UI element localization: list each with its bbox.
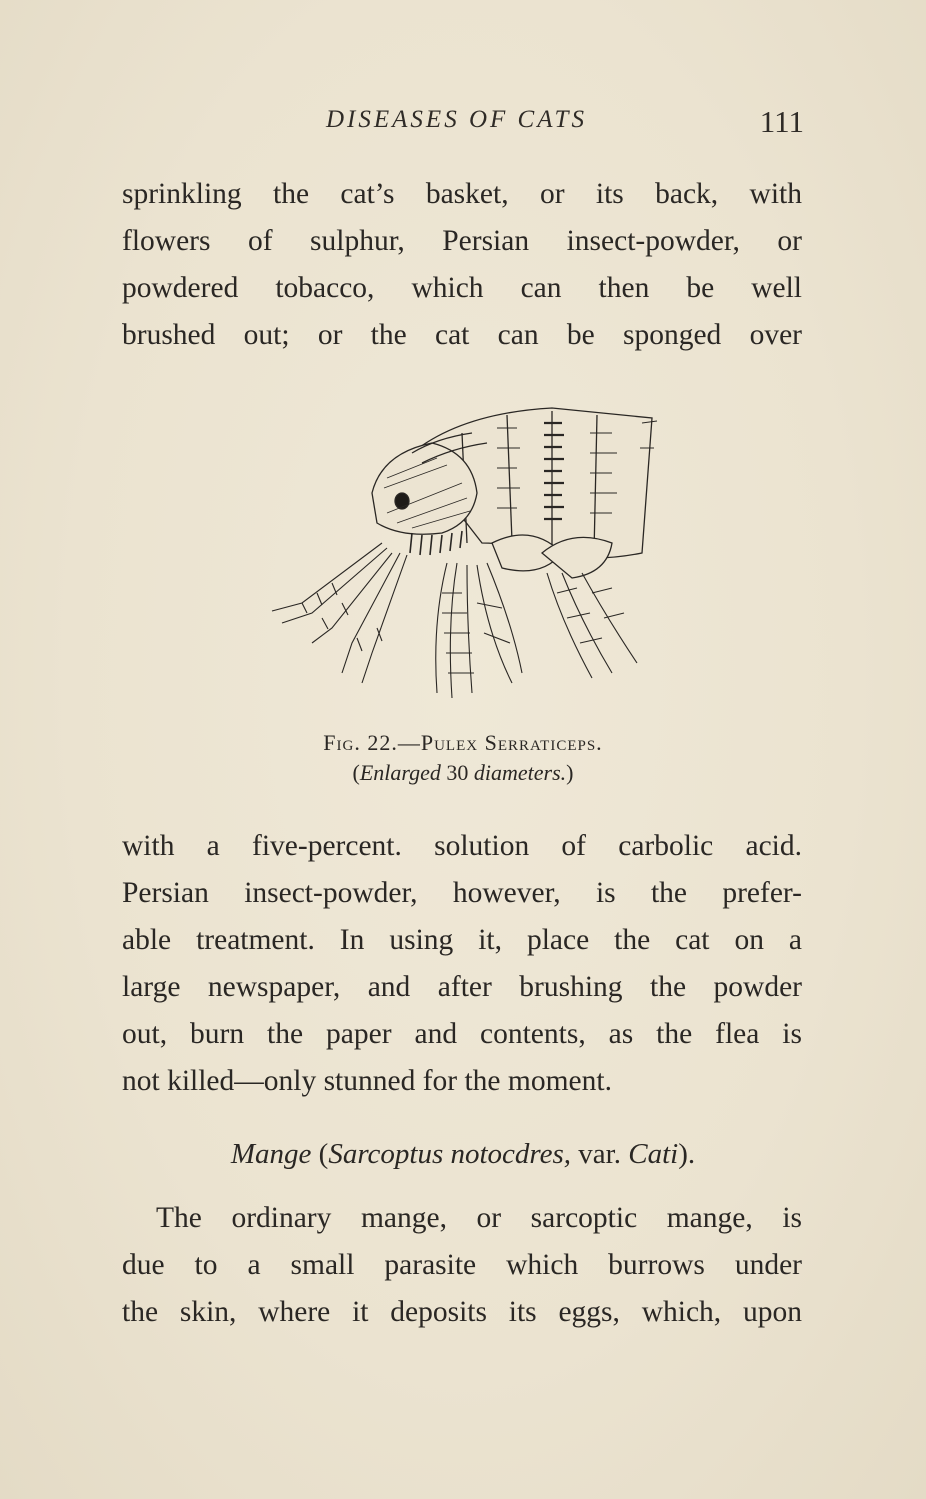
paragraph-1-line: sprinkling the cat’s basket, or its back, with bbox=[122, 178, 802, 210]
heading-open: ( bbox=[311, 1138, 329, 1170]
flea-illustration bbox=[262, 393, 662, 713]
figure-caption bbox=[0, 728, 926, 788]
caption-close-paren: ) bbox=[566, 760, 574, 785]
paragraph-3-line: due to a small parasite which burrows under bbox=[122, 1249, 802, 1281]
paragraph-3-line: The ordinary mange, or sarcoptic mange, is bbox=[156, 1202, 802, 1234]
heading-close: ). bbox=[678, 1138, 696, 1170]
paragraph-2-line: with a five-percent. solution of carbolic acid. bbox=[122, 830, 802, 862]
paragraph-2-line: able treatment. In using it, place the cat on a bbox=[122, 924, 802, 956]
figure-caption-label: Fig. 22.—Pulex Serraticeps. bbox=[323, 730, 603, 755]
paragraph-2-line: not killed—only stunned for the moment. bbox=[122, 1065, 612, 1097]
paragraph-2 bbox=[122, 823, 802, 1105]
caption-number: 30 bbox=[440, 760, 474, 785]
section-heading bbox=[0, 1138, 926, 1171]
paragraph-1 bbox=[122, 171, 802, 359]
caption-open-paren: ( bbox=[352, 760, 360, 785]
paragraph-2-line: Persian insect-powder, however, is the prefer- bbox=[122, 877, 802, 909]
caption-diameters: diameters. bbox=[473, 760, 567, 785]
page-number: 111 bbox=[759, 104, 804, 139]
running-title: DISEASES OF CATS bbox=[326, 106, 587, 133]
heading-species: Sarcoptus notocdres, bbox=[328, 1138, 572, 1170]
caption-enlarged: Enlarged bbox=[359, 760, 441, 785]
heading-var: var. bbox=[571, 1138, 629, 1170]
paragraph-3 bbox=[122, 1195, 802, 1336]
paragraph-1-line: powdered tobacco, which can then be well bbox=[122, 272, 802, 304]
figure-caption-subtitle bbox=[0, 758, 926, 788]
paragraph-1-line: brushed out; or the cat can be sponged over bbox=[122, 319, 802, 351]
paragraph-1-line: flowers of sulphur, Persian insect-powder, or bbox=[122, 225, 802, 257]
paragraph-2-line: large newspaper, and after brushing the powder bbox=[122, 971, 802, 1003]
paragraph-3-line: the skin, where it deposits its eggs, which, upon bbox=[122, 1296, 802, 1328]
heading-mange: Mange bbox=[230, 1138, 312, 1170]
heading-cati: Cati bbox=[628, 1138, 679, 1170]
running-head bbox=[120, 104, 804, 144]
paragraph-2-line: out, burn the paper and contents, as the flea is bbox=[122, 1018, 802, 1050]
